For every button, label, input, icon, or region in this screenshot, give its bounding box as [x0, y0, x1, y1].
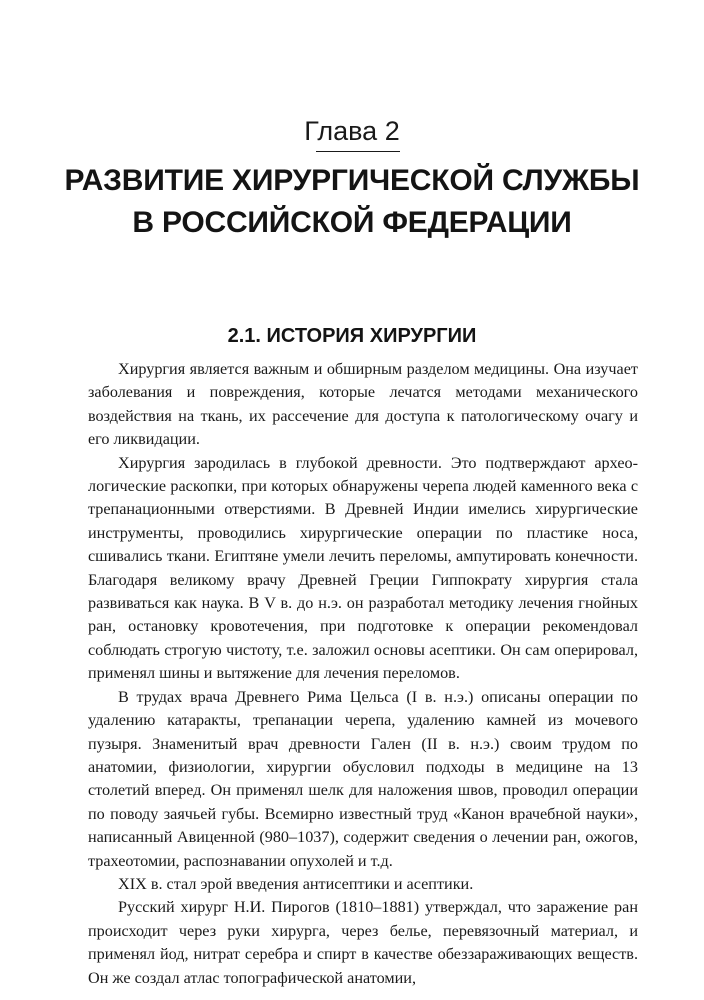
section-title: 2.1. ИСТОРИЯ ХИРУРГИИ: [227, 325, 477, 347]
chapter-underline-rule: [316, 151, 400, 152]
paragraph-5: Русский хирург Н.И. Пирогов (1810–1881) утверждал, что заражение ран происходит через руки хирурга, через белье, перевязочный материал, и применял йод, нитрат серебра и спирт в качестве обеззараживающих веществ. Он же создал атлас топографической анатомии,: [88, 898, 638, 987]
paragraph-1: Хирургия является важным и обширным разделом медицины. Она изучает заболевания и повреждения, которые лечатся методами механического воздействия на ткань, их рассечение для доступа к патологическому очагу и его ликвидации.: [88, 360, 638, 449]
body-text: [88, 358, 638, 990]
chapter-title-line-1: РАЗВИТИЕ ХИРУРГИЧЕСКОЙ СЛУЖБЫ: [64, 164, 640, 197]
chapter-title: [0, 160, 704, 244]
chapter-title-line-2: В РОССИЙСКОЙ ФЕДЕРАЦИИ: [132, 206, 572, 239]
chapter-label: Глава 2: [304, 116, 400, 146]
paragraph-2: Хирургия зародилась в глубокой древности. Это подтверждают археологические раскопки, при которых обнаружены черепа людей каменного века с трепанационными отверстиями. В Древней Индии имелись хирургические инструменты, проводились хирургические операции по пластике носа, сшивались ткани. Египтяне умели лечить переломы, ампутировать конечности. Благодаря великому врачу Древней Греции Гиппократу хирургия стала развиваться как наука. В V в. до н.э. он разработал методику лечения гнойных ран, остановку кровотечения, при подготовке к операции рекомендовал соблюдать строгую чистоту, т.е. заложил основы асептики. Он сам оперировал, применял шины и вытяжение для лечения переломов.: [88, 453, 638, 683]
paragraph-4: XIX в. стал эрой введения антисептики и асептики.: [118, 874, 474, 893]
paragraph-3: В трудах врача Древнего Рима Цельса (I в. н.э.) описаны операции по удалению катаракты, трепанации черепа, удалению камней из мочевого пузыря. Знаменитый врач древности Гален (II в. н.э.) своим трудом по анатомии, физиологии, хирургии обусловил подходы в медицине на 13 столетий вперед. Он применял шелк для наложения швов, проводил операции по поводу заячьей губы. Всемирно известный труд «Канон врачебной науки», написанный Авиценной (980–1037), содержит сведения о лечении ран, ожогов, трахеотомии, распознавании опухолей и т.д.: [88, 687, 638, 870]
